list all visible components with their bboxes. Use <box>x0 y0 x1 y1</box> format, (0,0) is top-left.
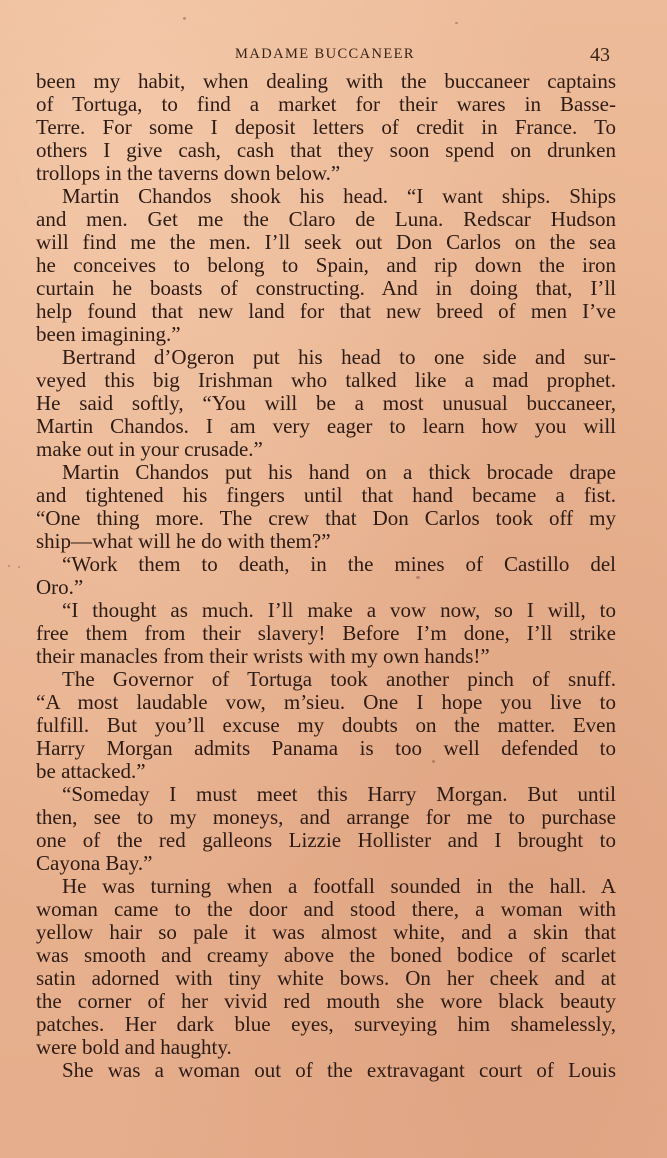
text-line: veyed this big Irishman who talked like a mad prophet. <box>36 368 616 392</box>
paper-speck <box>8 565 10 567</box>
text-line: and men. Get me the Claro de Luna. Redscar Hudson <box>36 207 616 231</box>
text-line: ship—what will he do with them?” <box>36 529 331 553</box>
text-line: the corner of her vivid red mouth she wore black beauty <box>36 989 616 1013</box>
text-line: yellow hair so pale it was almost white, and a skin that <box>36 920 616 944</box>
text-line: “I thought as much. I’ll make a vow now, so I will, to <box>62 598 616 622</box>
text-line: then, see to my moneys, and arrange for me to purchase <box>36 805 616 829</box>
text-line: “Work them to death, in the mines of Castillo del <box>62 552 616 576</box>
text-line: Cayona Bay.” <box>36 851 153 875</box>
text-line: been my habit, when dealing with the buccaneer captains <box>36 69 616 93</box>
text-line: of Tortuga, to find a market for their wares in Basse- <box>36 92 616 116</box>
text-line: She was a woman out of the extravagant court of Louis <box>62 1058 616 1082</box>
text-line: he conceives to belong to Spain, and rip down the iron <box>36 253 616 277</box>
page-number: 43 <box>590 44 610 66</box>
text-line: Bertrand d’Ogeron put his head to one side and sur- <box>62 345 616 369</box>
text-line: Martin Chandos. I am very eager to learn how you will <box>36 414 616 438</box>
paper-speck <box>455 22 458 24</box>
text-line: and tightened his fingers until that hand became a fist. <box>36 483 616 507</box>
text-line: others I give cash, cash that they soon spend on drunken <box>36 138 616 162</box>
paper-speck <box>432 760 435 763</box>
text-line: make out in your crusade.” <box>36 437 263 461</box>
text-line: Oro.” <box>36 575 84 599</box>
paper-speck <box>183 17 186 20</box>
text-line: were bold and haughty. <box>36 1035 232 1059</box>
text-line: fulfill. But you’ll excuse my doubts on the matter. Even <box>36 713 616 737</box>
running-head <box>38 44 612 68</box>
text-line: Harry Morgan admits Panama is too well defended to <box>36 736 616 760</box>
text-line: patches. Her dark blue eyes, surveying him shamelessly, <box>36 1012 616 1036</box>
text-line: “A most laudable vow, m’sieu. One I hope you live to <box>36 690 616 714</box>
paper-speck <box>18 566 20 568</box>
text-line: trollops in the taverns down below.” <box>36 161 341 185</box>
text-line: He was turning when a footfall sounded in the hall. A <box>62 874 616 898</box>
text-line: satin adorned with tiny white bows. On her cheek and at <box>36 966 616 990</box>
text-line: free them from their slavery! Before I’m done, I’ll strike <box>36 621 616 645</box>
text-line: was smooth and creamy above the boned bodice of scarlet <box>36 943 616 967</box>
text-line: Martin Chandos shook his head. “I want ships. Ships <box>62 184 616 208</box>
text-line: one of the red galleons Lizzie Hollister and I brought to <box>36 828 616 852</box>
running-title: MADAME BUCCANEER <box>235 46 415 62</box>
body-text <box>36 70 616 1082</box>
text-line: “Someday I must meet this Harry Morgan. But until <box>62 782 616 806</box>
text-line: been imagining.” <box>36 322 181 346</box>
text-line: The Governor of Tortuga took another pinch of snuff. <box>62 667 616 691</box>
text-line: will find me the men. I’ll seek out Don Carlos on the sea <box>36 230 616 254</box>
text-line: “One thing more. The crew that Don Carlos took off my <box>36 506 616 530</box>
text-line: their manacles from their wrists with my own hands!” <box>36 644 490 668</box>
text-line: curtain he boasts of constructing. And in doing that, I’ll <box>36 276 616 300</box>
text-line: Terre. For some I deposit letters of credit in France. To <box>36 115 616 139</box>
text-line: help found that new land for that new breed of men I’ve <box>36 299 616 323</box>
text-line: be attacked.” <box>36 759 146 783</box>
paper-speck <box>416 576 420 579</box>
text-line: woman came to the door and stood there, a woman with <box>36 897 616 921</box>
text-line: He said softly, “You will be a most unusual buccaneer, <box>36 391 616 415</box>
text-line: Martin Chandos put his hand on a thick brocade drape <box>62 460 616 484</box>
